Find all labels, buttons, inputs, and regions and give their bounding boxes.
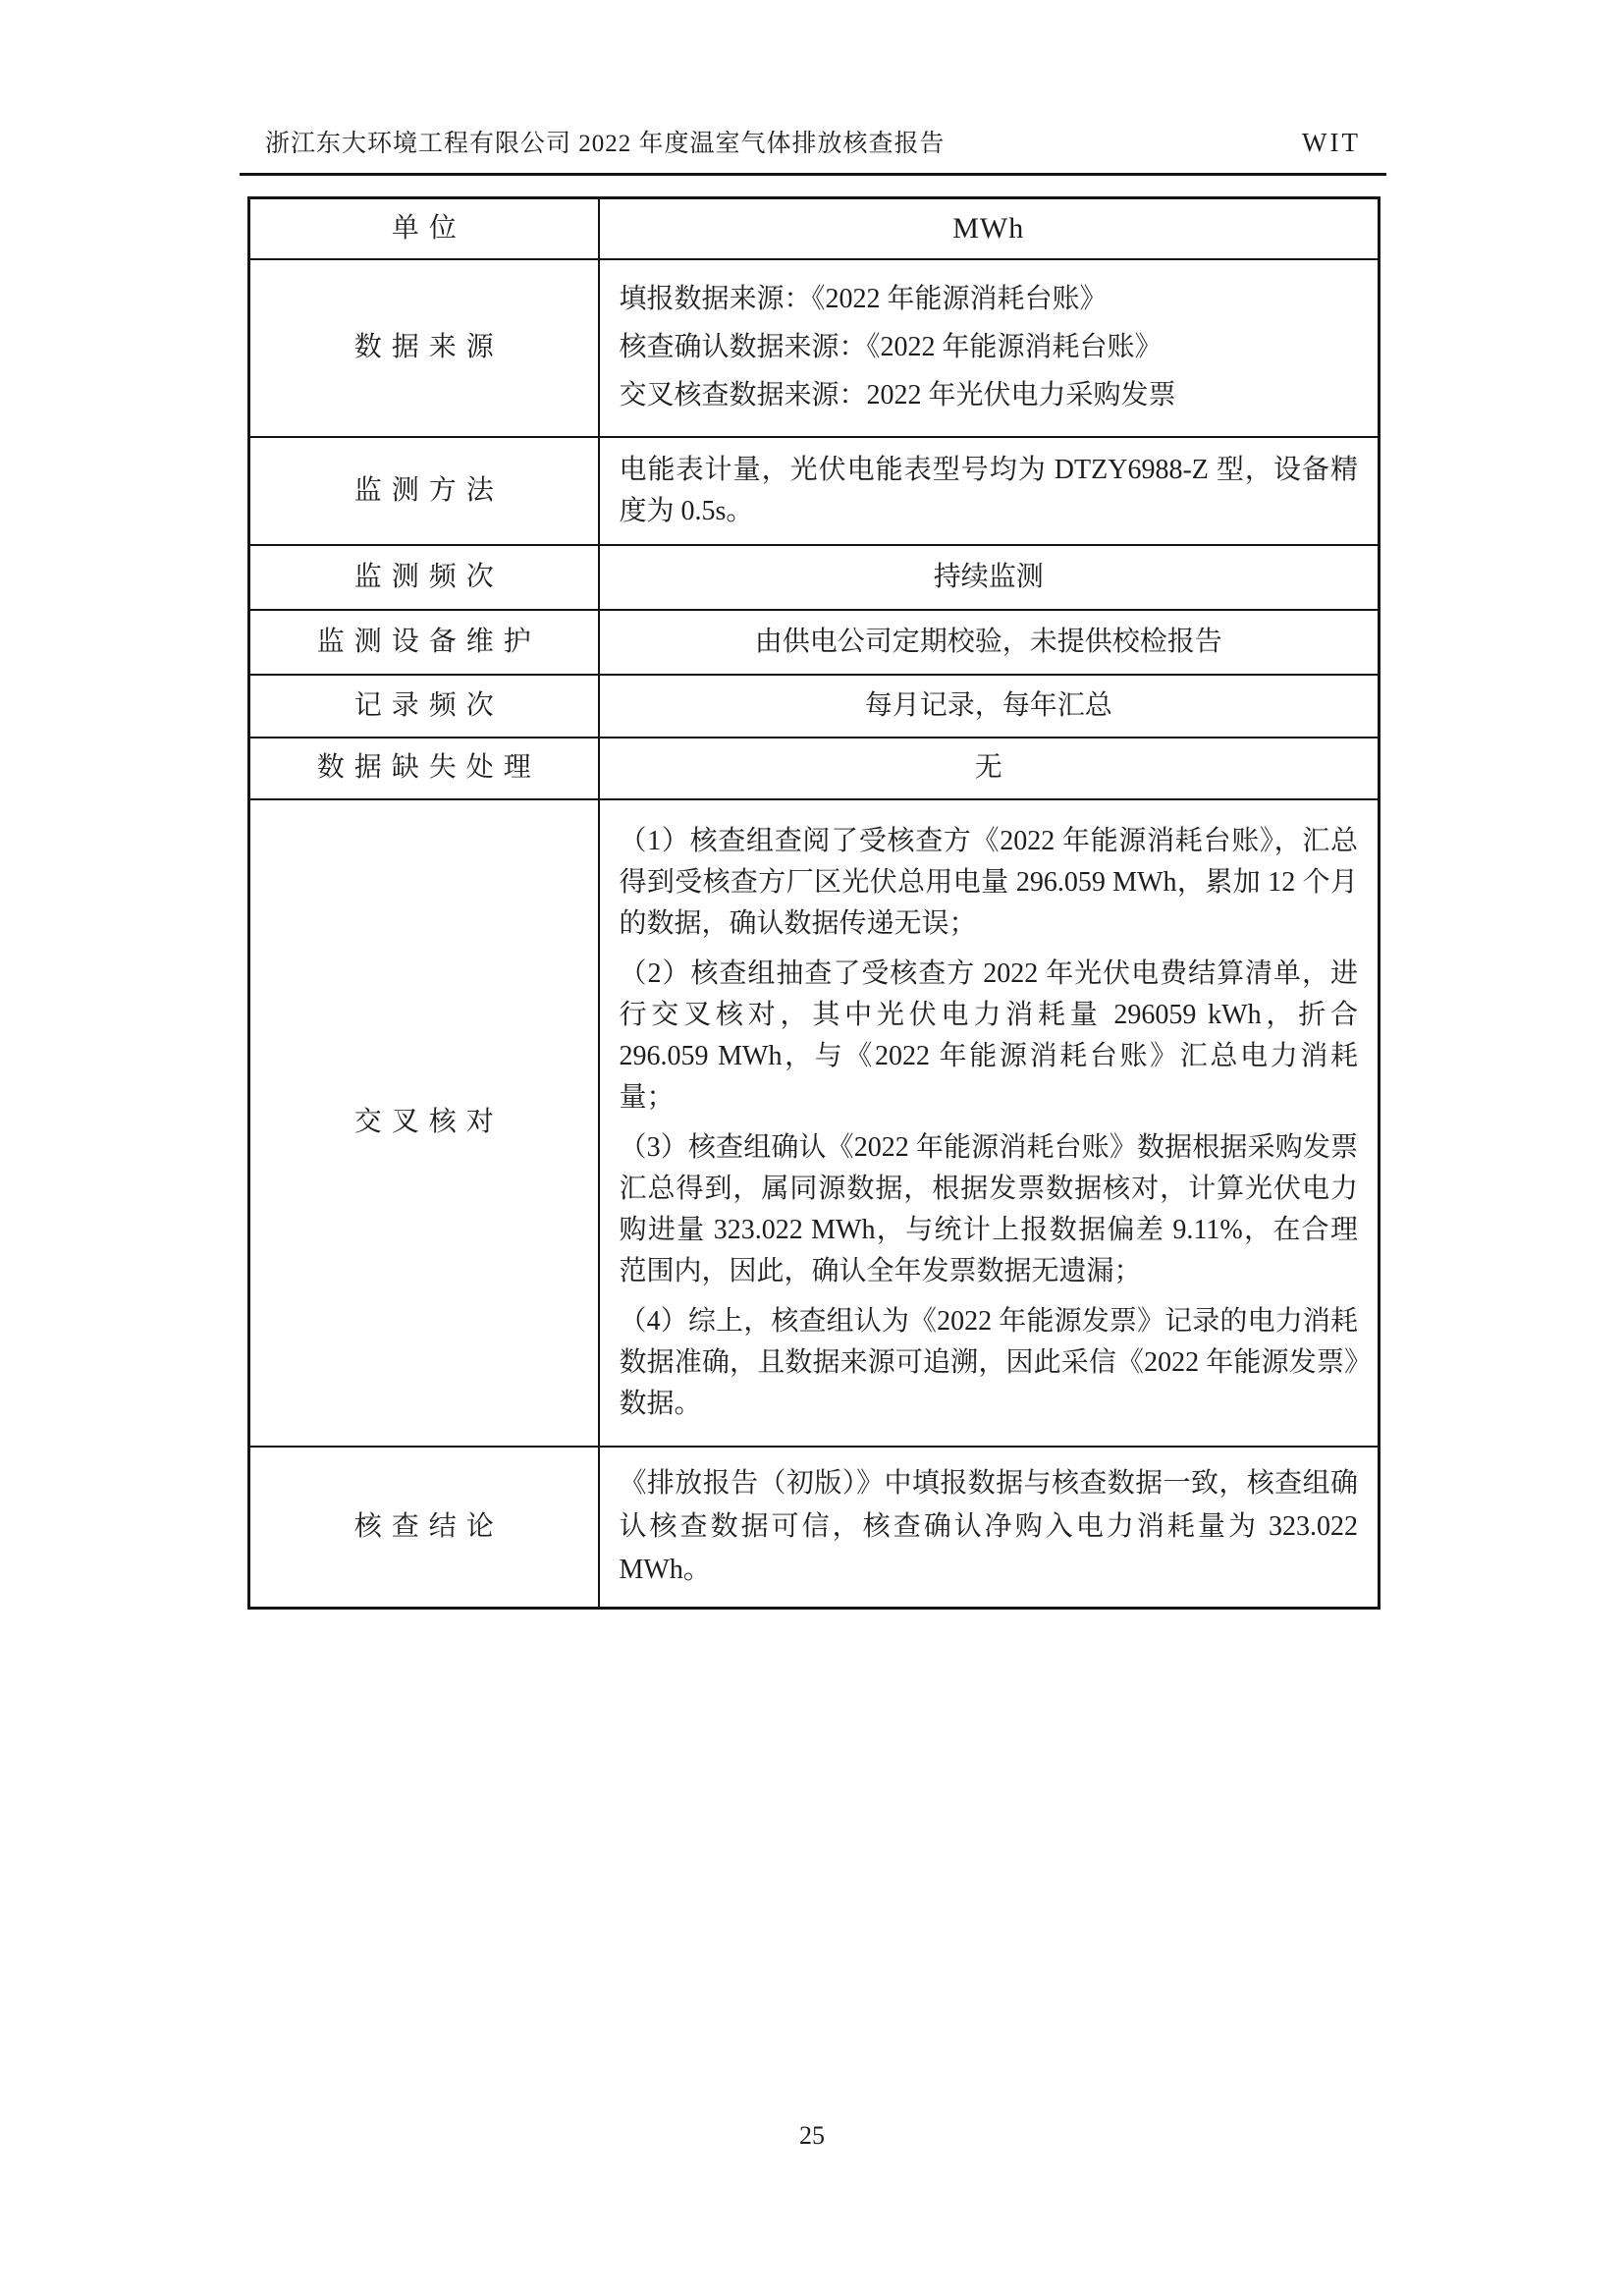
table-row-cross-check [249,799,1380,1447]
page-header [240,124,1386,176]
row-label-cross-check: 交叉核对 [249,799,599,1447]
table-row-monitoring-frequency [249,545,1380,610]
cross-check-item-3: （3）核查组确认《2022 年能源消耗台账》数据根据采购发票汇总得到，属同源数据，根据发票数据核对，计算光伏电力购进量 323.022 MWh，与统计上报数据偏差 9.11%，在合理范围内，因此，确认全年发票数据无遗漏； [619,1131,1358,1286]
row-label-verification-conclusion: 核查结论 [249,1447,599,1609]
verification-conclusion-text: 《排放报告（初版）》中填报数据与核查数据一致，核查组确认核查数据可信，核查确认净购入电力消耗量为 323.022 MWh。 [619,1467,1358,1585]
row-label-record-frequency: 记录频次 [249,675,599,738]
table-row-equipment-maintenance [249,610,1380,675]
row-value-unit: MWh [599,198,1380,259]
data-source-line-3: 交叉核查数据来源：2022 年光伏电力采购发票 [619,380,1176,410]
row-label-monitoring-frequency: 监测频次 [249,545,599,610]
table-row-record-frequency [249,675,1380,738]
verification-table [247,196,1380,1610]
row-label-monitoring-method: 监测方法 [249,437,599,545]
row-label-unit: 单位 [249,198,599,259]
row-value-missing-data-handling: 无 [599,738,1380,799]
table-row-monitoring-method [249,437,1380,545]
report-title: 浙江东大环境工程有限公司 2022 年度温室气体排放核查报告 [265,131,946,157]
table-row-verification-conclusion [249,1447,1380,1609]
cross-check-item-4: （4）综上，核查组认为《2022 年能源发票》记录的电力消耗数据准确，且数据来源可追溯，因此采信《2022 年能源发票》数据。 [619,1305,1358,1419]
row-value-equipment-maintenance: 由供电公司定期校验，未提供校检报告 [599,610,1380,675]
row-value-record-frequency: 每月记录，每年汇总 [599,675,1380,738]
row-value-data-source [599,259,1380,437]
data-source-line-2: 核查确认数据来源：《2022 年能源消耗台账》 [619,332,1163,362]
row-value-cross-check [599,799,1380,1447]
cross-check-item-2: （2）核查组抽查了受核查方 2022 年光伏电费结算清单，进行交叉核对，其中光伏电力消耗量 296059 kWh，折合 296.059 MWh，与《2022 年能源消耗台账》汇总电力消耗量； [619,957,1358,1113]
row-value-monitoring-frequency: 持续监测 [599,545,1380,610]
row-label-missing-data-handling: 数据缺失处理 [249,738,599,799]
row-value-verification-conclusion [599,1447,1380,1609]
cross-check-item-1: （1）核查组查阅了受核查方《2022 年能源消耗台账》，汇总得到受核查方厂区光伏总用电量 296.059 MWh，累加 12 个月的数据，确认数据传递无误； [619,825,1358,939]
row-value-monitoring-method: 电能表计量，光伏电能表型号均为 DTZY6988-Z 型，设备精度为 0.5s。 [599,437,1380,545]
data-source-line-1: 填报数据来源：《2022 年能源消耗台账》 [619,284,1108,314]
page-number: 25 [799,2121,825,2150]
wit-logo: WIT [1302,128,1361,157]
table-row-data-source [249,259,1380,437]
table-row-missing-data-handling [249,738,1380,799]
row-label-data-source: 数据来源 [249,259,599,437]
row-label-equipment-maintenance: 监测设备维护 [249,610,599,675]
table-row-unit [249,198,1380,259]
page-footer [0,2121,1624,2151]
